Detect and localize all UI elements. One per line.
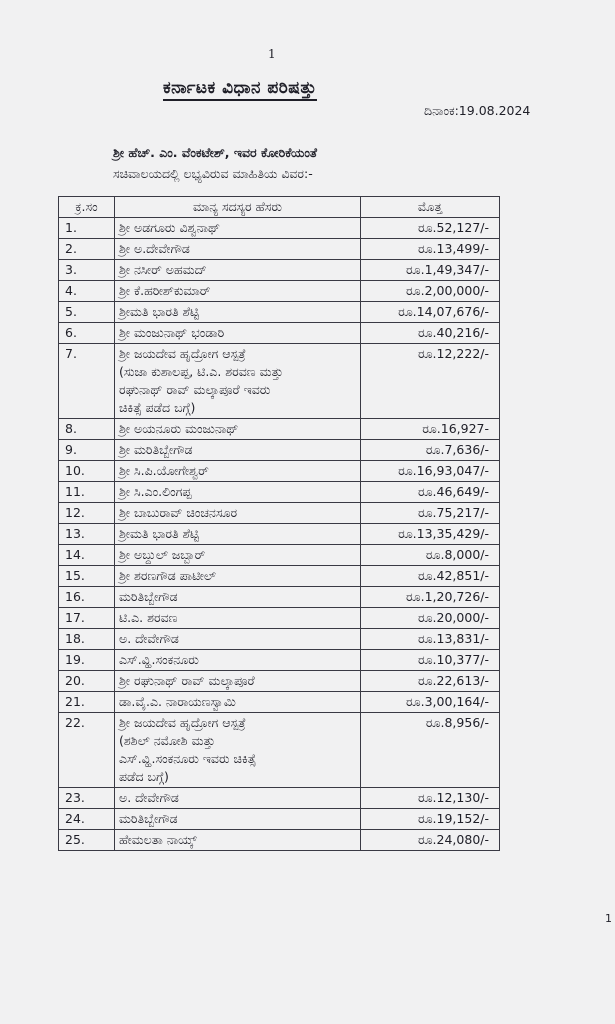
row-amount: ರೂ.14,07,676/- xyxy=(361,302,500,323)
table-row xyxy=(59,260,500,281)
row-serial-number: 6. xyxy=(59,323,115,344)
row-amount: ರೂ.40,216/- xyxy=(361,323,500,344)
row-serial-number: 16. xyxy=(59,587,115,608)
row-serial-number: 15. xyxy=(59,566,115,587)
row-amount: ರೂ.3,00,164/- xyxy=(361,692,500,713)
row-amount: ರೂ.10,377/- xyxy=(361,650,500,671)
row-amount: ರೂ.22,613/- xyxy=(361,671,500,692)
row-amount: ರೂ.16,93,047/- xyxy=(361,461,500,482)
row-member-name: ಶ್ರೀ ಸಿ.ಪಿ.ಯೋಗೇಶ್ವರ್ xyxy=(115,461,361,482)
row-serial-number: 22. xyxy=(59,713,115,788)
row-member-name: ಶ್ರೀ ಜಯದೇವ ಹೃದ್ರೋಗ ಆಸ್ಪತ್ರೆ (ಶಶಿಲ್ ನಮೋಶಿ ಮತ್ತು ಎಸ್.ವ್ಹಿ.ಸಂಕನೂರು ಇವರು ಚಿಕಿತ್ಸೆ ಪಡೆದ ಬಗ್ಗೆ) xyxy=(115,713,361,788)
row-amount: ರೂ.52,127/- xyxy=(361,218,500,239)
table-row xyxy=(59,629,500,650)
table-row xyxy=(59,344,500,419)
row-amount: ರೂ.19,152/- xyxy=(361,809,500,830)
row-amount: ರೂ.1,49,347/- xyxy=(361,260,500,281)
document-date: ದಿನಾಂಕ:19.08.2024 xyxy=(424,103,531,118)
row-member-name: ಅ. ದೇವೇಗೌಡ xyxy=(115,788,361,809)
row-member-name: ಶ್ರೀ ಮಂಜುನಾಥ್ ಭಂಡಾರಿ xyxy=(115,323,361,344)
table-row xyxy=(59,566,500,587)
row-amount: ರೂ.8,956/- xyxy=(361,713,500,788)
row-amount: ರೂ.24,080/- xyxy=(361,830,500,851)
row-serial-number: 21. xyxy=(59,692,115,713)
table-row xyxy=(59,419,500,440)
table-header-row xyxy=(59,197,500,218)
table-row xyxy=(59,302,500,323)
table-row xyxy=(59,239,500,260)
row-serial-number: 7. xyxy=(59,344,115,419)
row-member-name: ಶ್ರೀ ಅಯನೂರು ಮಂಜುನಾಥ್ xyxy=(115,419,361,440)
row-amount: ರೂ.8,000/- xyxy=(361,545,500,566)
row-member-name: ಮರಿತಿಬ್ಬೇಗೌಡ xyxy=(115,587,361,608)
edge-page-mark: 1 xyxy=(605,912,612,925)
row-amount: ರೂ.42,851/- xyxy=(361,566,500,587)
members-amount-table xyxy=(58,196,500,851)
row-serial-number: 24. xyxy=(59,809,115,830)
row-member-name: ಶ್ರೀ ಸಿ.ಎಂ.ಲಿಂಗಪ್ಪ xyxy=(115,482,361,503)
row-amount: ರೂ.13,831/- xyxy=(361,629,500,650)
row-member-name: ಶ್ರೀಮತಿ ಭಾರತಿ ಶೆಟ್ಟಿ xyxy=(115,524,361,545)
row-member-name: ಶ್ರೀ ಕೆ.ಹರೀಶ್‌ಕುಮಾರ್ xyxy=(115,281,361,302)
table-row xyxy=(59,503,500,524)
row-member-name: ಶ್ರೀ ಅ.ದೇವೇಗೌಡ xyxy=(115,239,361,260)
row-member-name: ಶ್ರೀ ಅಬ್ದುಲ್ ಜಬ್ಬಾರ್ xyxy=(115,545,361,566)
table-row xyxy=(59,692,500,713)
row-serial-number: 3. xyxy=(59,260,115,281)
table-row xyxy=(59,440,500,461)
row-serial-number: 23. xyxy=(59,788,115,809)
row-member-name: ಶ್ರೀ ಜಯದೇವ ಹೃದ್ರೋಗ ಆಸ್ಪತ್ರೆ (ಸುಜಾ ಕುಶಾಲಪ್ಪ, ಟಿ.ಎ. ಶರವಣ ಮತ್ತು ರಘುನಾಥ್ ರಾವ್ ಮಲ್ಕಾಪೂರೆ ಇವರು ಚಿಕಿತ್ಸೆ ಪಡೆದ ಬಗ್ಗೆ) xyxy=(115,344,361,419)
row-member-name: ಶ್ರೀ ಅಡಗೂರು ವಿಶ್ವನಾಥ್ xyxy=(115,218,361,239)
row-amount: ರೂ.12,222/- xyxy=(361,344,500,419)
row-member-name: ಎಸ್.ವ್ಹಿ.ಸಂಕನೂರು xyxy=(115,650,361,671)
row-amount: ರೂ.75,217/- xyxy=(361,503,500,524)
row-amount: ರೂ.20,000/- xyxy=(361,608,500,629)
table-row xyxy=(59,788,500,809)
page-title: ಕರ್ನಾಟಕ ವಿಧಾನ ಪರಿಷತ್ತು xyxy=(163,78,317,101)
row-amount: ರೂ.46,649/- xyxy=(361,482,500,503)
header-serial-number: ಕ್ರ.ಸಂ xyxy=(59,197,115,218)
row-member-name: ಶ್ರೀಮತಿ ಭಾರತಿ ಶೆಟ್ಟಿ xyxy=(115,302,361,323)
row-serial-number: 11. xyxy=(59,482,115,503)
row-serial-number: 19. xyxy=(59,650,115,671)
row-amount: ರೂ.13,499/- xyxy=(361,239,500,260)
table-row xyxy=(59,323,500,344)
subtitle-request-line: ಶ್ರೀ ಹೆಚ್. ಎಂ. ವೆಂಕಟೇಶ್, ಇವರ ಕೋರಿಕೆಯಂತೆ xyxy=(113,145,318,160)
table-row xyxy=(59,650,500,671)
table-row xyxy=(59,218,500,239)
table-row xyxy=(59,482,500,503)
row-member-name: ಹೇಮಲತಾ ನಾಯ್ಕ್ xyxy=(115,830,361,851)
row-serial-number: 14. xyxy=(59,545,115,566)
page-number: 1 xyxy=(268,47,276,61)
row-amount: ರೂ.13,35,429/- xyxy=(361,524,500,545)
row-serial-number: 8. xyxy=(59,419,115,440)
table-row xyxy=(59,524,500,545)
row-member-name: ಮರಿತಿಬ್ಬೇಗೌಡ xyxy=(115,809,361,830)
row-serial-number: 17. xyxy=(59,608,115,629)
row-member-name: ಶ್ರೀ ಮರಿತಿಬ್ಬೇಗೌಡ xyxy=(115,440,361,461)
row-member-name: ಡಾ.ವೈ.ಎ. ನಾರಾಯಣಸ್ವಾಮಿ xyxy=(115,692,361,713)
table-row xyxy=(59,545,500,566)
row-member-name: ಶ್ರೀ ರಘುನಾಥ್ ರಾವ್ ಮಲ್ಕಾಪೂರೆ xyxy=(115,671,361,692)
table-row xyxy=(59,461,500,482)
row-serial-number: 5. xyxy=(59,302,115,323)
header-member-name: ಮಾನ್ಯ ಸದಸ್ಯರ ಹೆಸರು xyxy=(115,197,361,218)
table-row xyxy=(59,608,500,629)
row-serial-number: 12. xyxy=(59,503,115,524)
row-member-name: ಶ್ರೀ ಶರಣಗೌಡ ಪಾಟೀಲ್ xyxy=(115,566,361,587)
row-serial-number: 18. xyxy=(59,629,115,650)
row-serial-number: 9. xyxy=(59,440,115,461)
row-member-name: ಟಿ.ಎ. ಶರವಣ xyxy=(115,608,361,629)
table-row xyxy=(59,830,500,851)
row-serial-number: 13. xyxy=(59,524,115,545)
row-member-name: ಅ. ದೇವೇಗೌಡ xyxy=(115,629,361,650)
row-serial-number: 2. xyxy=(59,239,115,260)
row-amount: ರೂ.12,130/- xyxy=(361,788,500,809)
table-row xyxy=(59,713,500,788)
row-serial-number: 10. xyxy=(59,461,115,482)
row-member-name: ಶ್ರೀ ಬಾಬುರಾವ್ ಚಿಂಚನಸೂರ xyxy=(115,503,361,524)
row-amount: ರೂ.16,927- xyxy=(361,419,500,440)
row-amount: ರೂ.1,20,726/- xyxy=(361,587,500,608)
table-row xyxy=(59,809,500,830)
header-amount: ಮೊತ್ತ xyxy=(361,197,500,218)
row-amount: ರೂ.2,00,000/- xyxy=(361,281,500,302)
table-row xyxy=(59,281,500,302)
row-serial-number: 25. xyxy=(59,830,115,851)
row-serial-number: 4. xyxy=(59,281,115,302)
table-row xyxy=(59,671,500,692)
row-member-name: ಶ್ರೀ ನಸೀರ್ ಅಹಮದ್ xyxy=(115,260,361,281)
row-serial-number: 1. xyxy=(59,218,115,239)
row-amount: ರೂ.7,636/- xyxy=(361,440,500,461)
table-row xyxy=(59,587,500,608)
subtitle-details-line: ಸಚಿವಾಲಯದಲ್ಲಿ ಲಭ್ಯವಿರುವ ಮಾಹಿತಿಯ ವಿವರ:- xyxy=(113,166,313,181)
row-serial-number: 20. xyxy=(59,671,115,692)
